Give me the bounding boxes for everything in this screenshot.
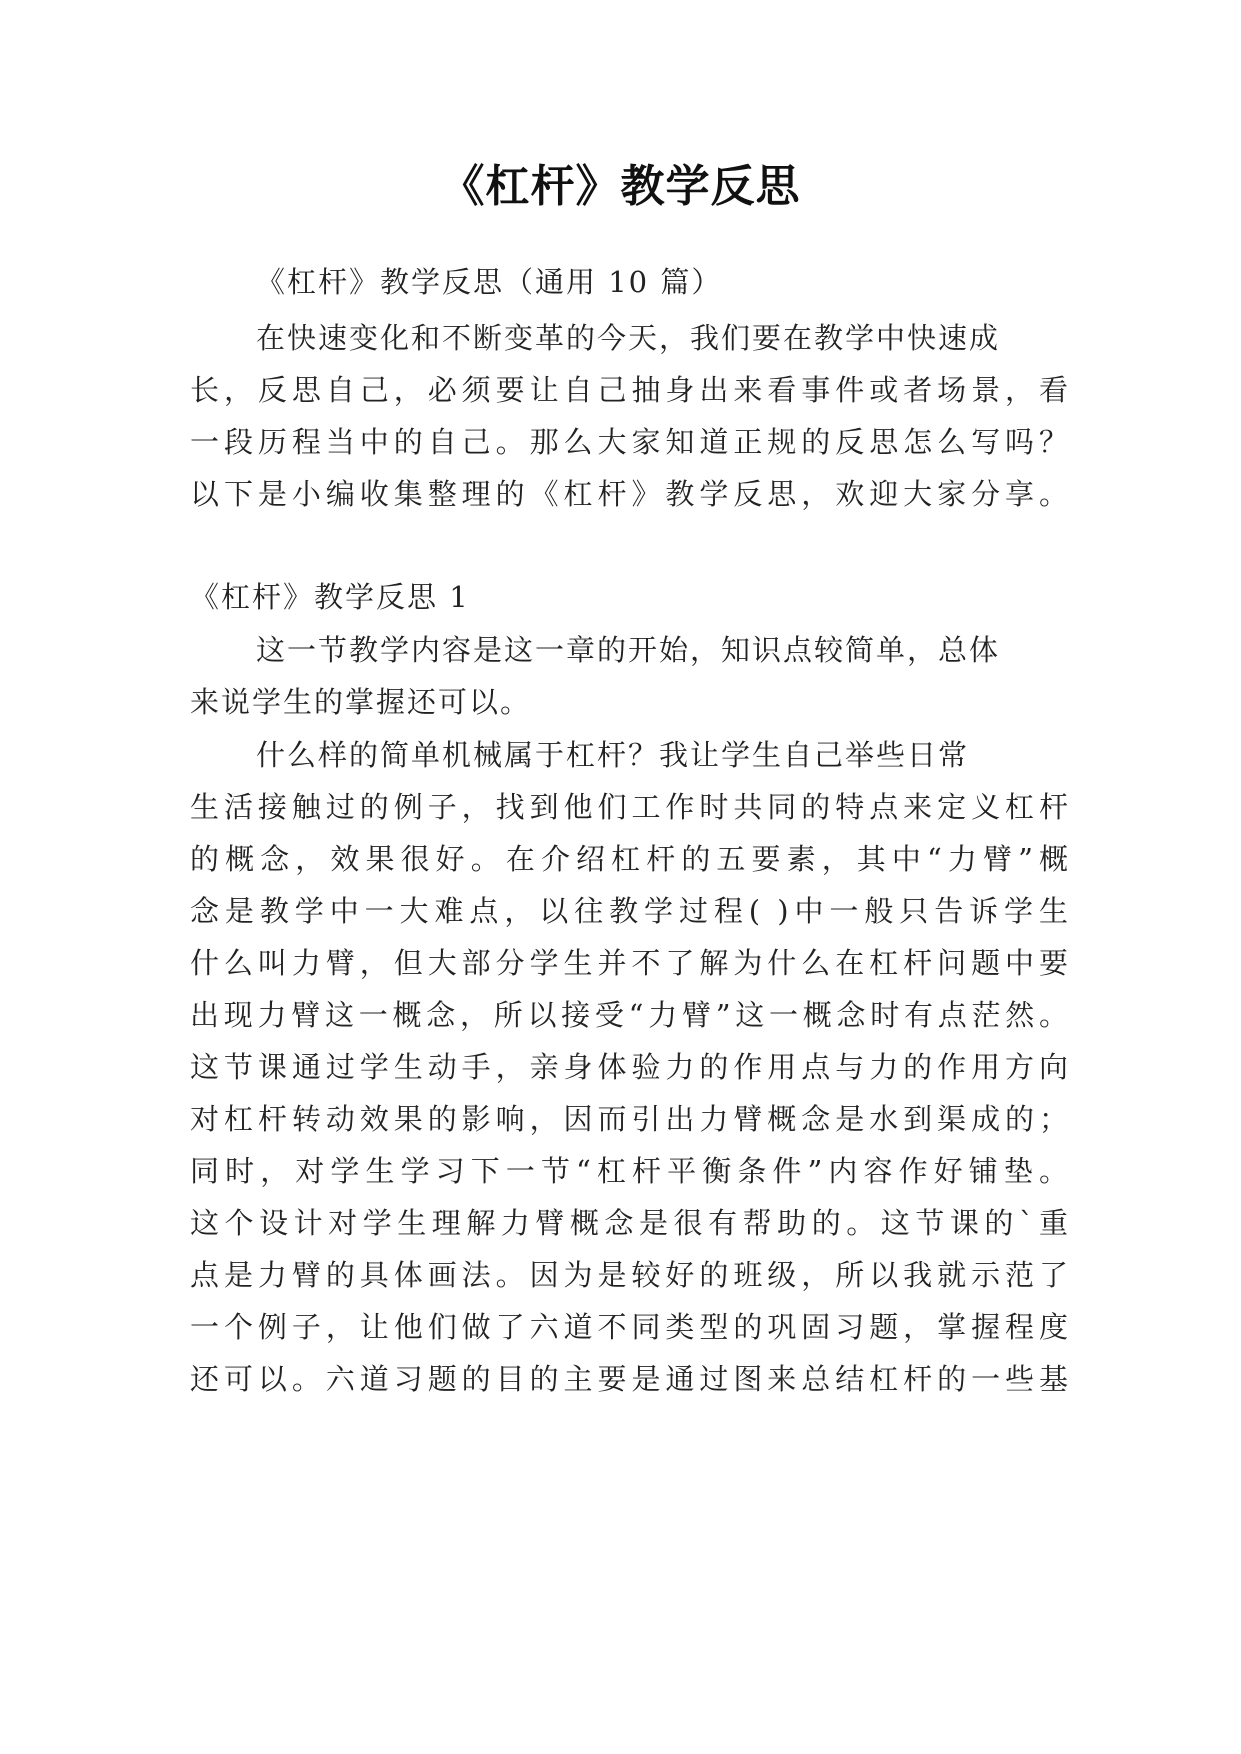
paragraph-line: 来说学生的掌握还可以。 <box>190 685 532 719</box>
intro-line: 以下是小编收集整理的《杠杆》教学反思，欢迎大家分享。 <box>190 477 1070 511</box>
paragraph-line: 什么叫力臂，但大部分学生并不了解为什么在杠杆问题中要 <box>190 946 1070 980</box>
paragraph-line: 什么样的简单机械属于杠杆？我让学生自己举些日常 <box>256 738 970 772</box>
paragraph-line: 一个例子，让他们做了六道不同类型的巩固习题，掌握程度 <box>190 1310 1070 1344</box>
paragraph-line: 出现力臂这一概念，所以接受“力臂”这一概念时有点茫然。 <box>190 998 1070 1032</box>
subtitle: 《杠杆》教学反思（通用 10 篇） <box>256 265 723 299</box>
intro-line: 长，反思自己，必须要让自己抽身出来看事件或者场景，看 <box>190 373 1070 407</box>
paragraph-line: 还可以。六道习题的目的主要是通过图来总结杠杆的一些基 <box>190 1362 1070 1396</box>
paragraph-line: 生活接触过的例子，找到他们工作时共同的特点来定义杠杆 <box>190 790 1070 824</box>
paragraph-line: 念是教学中一大难点，以往教学过程( )中一般只告诉学生 <box>190 894 1070 928</box>
paragraph-line: 这一节教学内容是这一章的开始，知识点较简单，总体 <box>256 633 1001 667</box>
paragraph-line: 点是力臂的具体画法。因为是较好的班级，所以我就示范了 <box>190 1258 1070 1292</box>
paragraph-line: 这节课通过学生动手，亲身体验力的作用点与力的作用方向 <box>190 1050 1070 1084</box>
intro-line: 一段历程当中的自己。那么大家知道正规的反思怎么写吗？ <box>190 425 1070 459</box>
paragraph-line: 的概念，效果很好。在介绍杠杆的五要素，其中“力臂”概 <box>190 842 1070 876</box>
paragraph-line: 同时，对学生学习下一节“杠杆平衡条件”内容作好铺垫。 <box>190 1154 1070 1188</box>
document-title: 《杠杆》教学反思 <box>440 161 801 212</box>
paragraph-line: 这个设计对学生理解力臂概念是很有帮助的。这节课的`重 <box>190 1206 1070 1240</box>
paragraph-line: 对杠杆转动效果的影响，因而引出力臂概念是水到渠成的； <box>190 1102 1070 1136</box>
section-heading: 《杠杆》教学反思 1 <box>190 580 470 614</box>
intro-line: 在快速变化和不断变革的今天，我们要在教学中快速成 <box>256 321 1001 355</box>
